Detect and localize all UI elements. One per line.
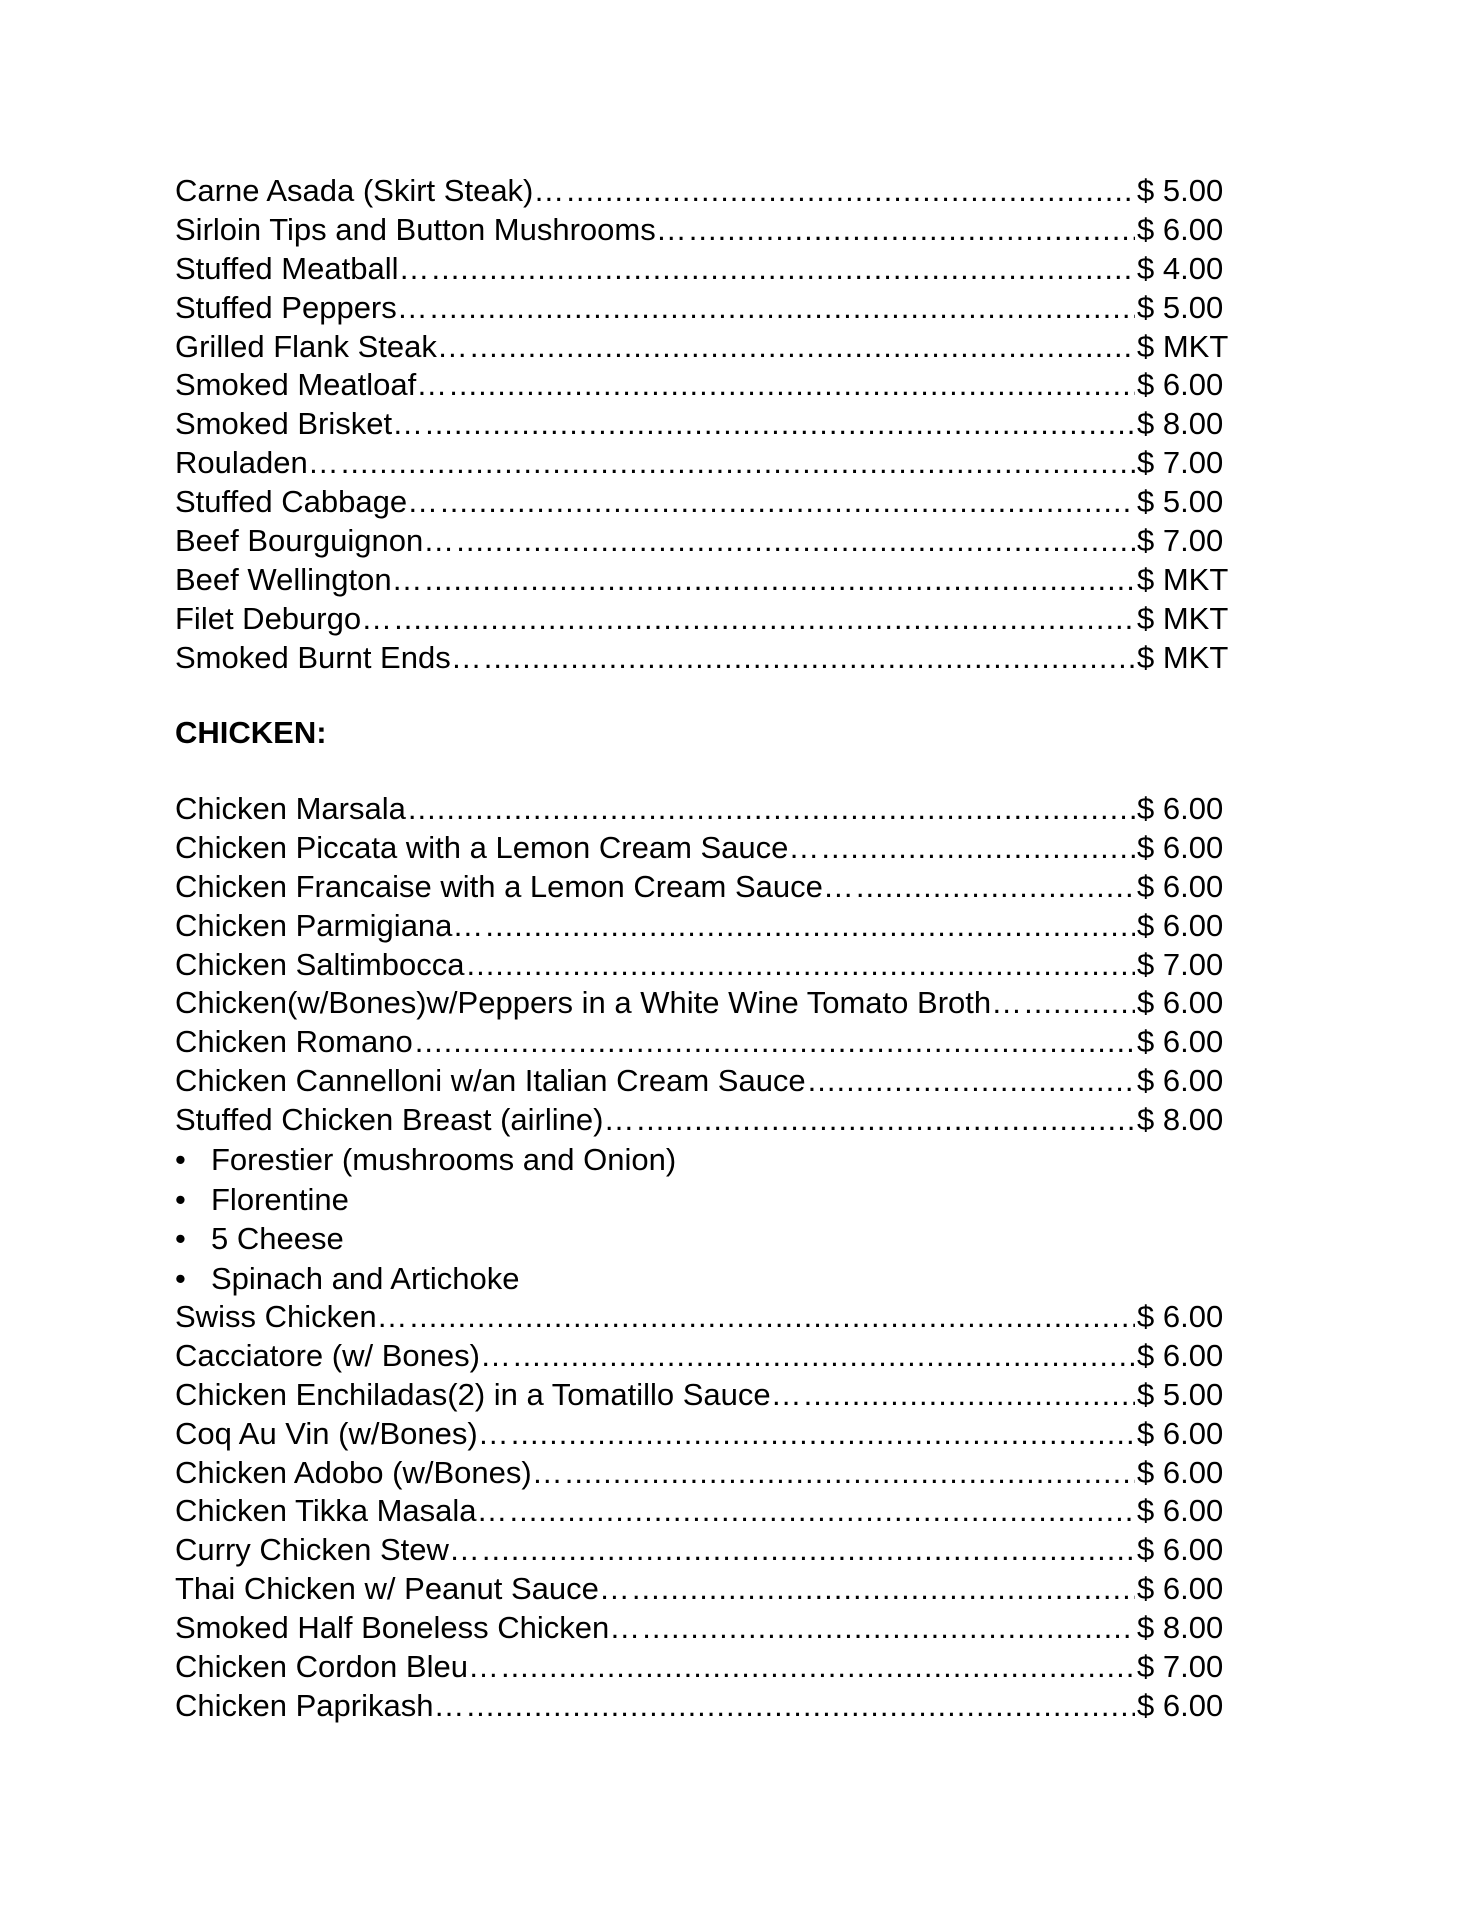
option-item: [175, 1140, 1235, 1180]
menu-item-name: Chicken Marsala: [175, 791, 406, 826]
option-item: [175, 1219, 1235, 1259]
menu-item-name: Chicken Cannelloni w/an Italian Cream Sauce: [175, 1063, 806, 1099]
dot-leader: [566, 172, 1135, 211]
bullet-icon: •: [175, 1260, 186, 1296]
menu-item-price: $ 5.00: [1137, 1376, 1224, 1412]
menu-item-price: $ 6.00: [1137, 1063, 1224, 1099]
menu-item-row: [175, 561, 1235, 600]
menu-item-price: $ 6.00: [1137, 1299, 1224, 1335]
dot-leader: [565, 1454, 1135, 1493]
menu-item-name: Stuffed Cabbage…: [175, 484, 439, 520]
menu-item-row: [175, 1609, 1235, 1648]
menu-item-name: Chicken(w/Bones)w/Peppers in a White Wine Tomato Broth…: [175, 985, 1023, 1021]
menu-item-name: Carne Asada (Skirt Steak)…: [175, 173, 565, 208]
dot-leader: [636, 1101, 1135, 1140]
menu-item-row: [175, 790, 1235, 829]
menu-item-name: Stuffed Meatball…: [175, 250, 430, 286]
menu-item-name: Chicken Tikka Masala…: [175, 1493, 508, 1529]
chicken-section-header: [175, 714, 1235, 752]
dot-leader: [482, 1531, 1135, 1570]
dot-leader: [410, 1298, 1135, 1337]
menu-item-name: Chicken Piccata with a Lemon Cream Sauce…: [175, 829, 820, 865]
option-item: [175, 1259, 1235, 1299]
menu-item-price: $ MKT: [1137, 639, 1229, 675]
menu-item-name: Sirloin Tips and Button Mushrooms…: [175, 211, 687, 247]
menu-item-row: [175, 946, 1235, 985]
menu-item-price: $ 8.00: [1137, 1610, 1224, 1646]
menu-item-row: [175, 1062, 1235, 1101]
menu-item-price: $ 7.00: [1137, 946, 1224, 982]
dot-leader: [808, 1062, 1135, 1101]
menu-item-price: $ 5.00: [1137, 484, 1224, 520]
menu-item-row: [175, 639, 1235, 678]
dot-leader: [470, 328, 1135, 367]
dot-leader: [425, 561, 1135, 600]
menu-item-row: [175, 1023, 1235, 1062]
menu-item-row: [175, 868, 1235, 907]
menu-item-row: [175, 1454, 1235, 1493]
menu-item-row: [175, 1415, 1235, 1454]
menu-item-price: $ 6.00: [1137, 1571, 1224, 1607]
menu-item-row: [175, 366, 1235, 405]
dot-leader: [425, 405, 1135, 444]
menu-item-name: Chicken Parmigiana…: [175, 907, 484, 943]
chicken-menu-list: [175, 790, 1235, 1726]
menu-item-price: $ 7.00: [1137, 1649, 1224, 1685]
menu-item-name: Chicken Francaise with a Lemon Cream Sauce…: [175, 868, 854, 904]
menu-item-price: $ 6.00: [1137, 1415, 1224, 1451]
menu-item-name: Cacciatore (w/ Bones)…: [175, 1337, 511, 1373]
dot-leader: [513, 1337, 1135, 1376]
dot-leader: [466, 1687, 1135, 1726]
menu-item-name: Smoked Meatloaf…: [175, 367, 448, 403]
menu-item-price: $ 6.00: [1137, 211, 1224, 247]
menu-item-name: Beef Bourguignon…: [175, 523, 455, 559]
dot-leader: [1024, 984, 1135, 1023]
menu-item-price: $ 6.00: [1137, 1532, 1224, 1568]
menu-item-row: [175, 172, 1235, 211]
dot-leader: [689, 211, 1135, 250]
menu-item-row: [175, 1337, 1235, 1376]
menu-item-name: Rouladen…: [175, 445, 339, 481]
menu-item-row: [175, 984, 1235, 1023]
menu-item-price: $ 6.00: [1137, 1454, 1224, 1490]
menu-item-price: $ MKT: [1137, 561, 1229, 597]
bullet-icon: •: [175, 1142, 186, 1178]
dot-leader: [501, 1648, 1135, 1687]
menu-item-row: [175, 483, 1235, 522]
stuffed-chicken-options: [175, 1140, 1235, 1298]
menu-item-price: $ MKT: [1137, 600, 1229, 636]
dot-leader: [485, 907, 1135, 946]
menu-item-price: $ 6.00: [1137, 985, 1224, 1021]
menu-item-name: Swiss Chicken…: [175, 1299, 408, 1335]
menu-item-row: [175, 907, 1235, 946]
menu-item-name: Smoked Burnt Ends…: [175, 639, 482, 675]
menu-item-name: Beef Wellington…: [175, 561, 423, 597]
option-label: Spinach and Artichoke: [211, 1260, 520, 1296]
option-label: Florentine: [211, 1181, 349, 1217]
menu-item-row: [175, 829, 1235, 868]
dot-leader: [440, 483, 1135, 522]
section-heading: CHICKEN:: [175, 715, 327, 750]
menu-item-name: Chicken Paprikash…: [175, 1687, 465, 1723]
menu-item-row: [175, 1687, 1235, 1726]
menu-item-price: $ 5.00: [1137, 173, 1224, 208]
menu-item-name: Chicken Enchiladas(2) in a Tomatillo Sauce…: [175, 1376, 802, 1412]
menu-item-row: [175, 289, 1235, 328]
menu-item-row: [175, 1492, 1235, 1531]
menu-item-price: $ 7.00: [1137, 523, 1224, 559]
menu-item-row: [175, 1570, 1235, 1609]
menu-item-name: Thai Chicken w/ Peanut Sauce…: [175, 1571, 630, 1607]
menu-item-price: $ MKT: [1137, 328, 1229, 364]
menu-item-price: $ 6.00: [1137, 1687, 1224, 1723]
menu-item-price: $ 8.00: [1137, 1102, 1224, 1138]
menu-item-row: [175, 444, 1235, 483]
menu-item-price: $ 4.00: [1137, 250, 1224, 286]
menu-item-price: $ 6.00: [1137, 791, 1224, 826]
dot-leader: [430, 289, 1135, 328]
menu-item-price: $ 6.00: [1137, 907, 1224, 943]
dot-leader: [632, 1570, 1135, 1609]
menu-item-name: Chicken Romano: [175, 1024, 413, 1060]
menu-item-name: Grilled Flank Steak…: [175, 328, 468, 364]
option-label: Forestier (mushrooms and Onion): [211, 1142, 677, 1178]
menu-item-row: [175, 1648, 1235, 1687]
menu-item-name: Stuffed Peppers…: [175, 289, 428, 325]
menu-item-row: [175, 328, 1235, 367]
dot-leader: [341, 444, 1135, 483]
menu-item-name: Smoked Brisket…: [175, 406, 424, 442]
dot-leader: [510, 1492, 1135, 1531]
dot-leader: [456, 522, 1135, 561]
menu-item-price: $ 6.00: [1137, 868, 1224, 904]
menu-item-row: [175, 405, 1235, 444]
beef-menu-list: [175, 172, 1235, 678]
dot-leader: [394, 600, 1135, 639]
menu-item-name: Chicken Saltimbocca: [175, 946, 465, 982]
dot-leader: [466, 946, 1135, 985]
menu-item-name: Chicken Adobo (w/Bones)…: [175, 1454, 563, 1490]
menu-item-price: $ 5.00: [1137, 289, 1224, 325]
dot-leader: [804, 1376, 1135, 1415]
menu-item-price: $ 6.00: [1137, 829, 1224, 865]
menu-item-name: Coq Au Vin (w/Bones)…: [175, 1415, 509, 1451]
menu-item-row: [175, 1101, 1235, 1140]
menu-item-name: Stuffed Chicken Breast (airline)…: [175, 1102, 635, 1138]
option-item: [175, 1180, 1235, 1220]
menu-item-row: [175, 1531, 1235, 1570]
menu-item-price: $ 8.00: [1137, 406, 1224, 442]
menu-item-name: Chicken Cordon Bleu…: [175, 1649, 499, 1685]
dot-leader: [431, 250, 1135, 289]
menu-item-row: [175, 211, 1235, 250]
dot-leader: [642, 1609, 1135, 1648]
option-label: 5 Cheese: [211, 1221, 344, 1257]
menu-item-price: $ 7.00: [1137, 445, 1224, 481]
menu-item-row: [175, 600, 1235, 639]
menu-item-price: $ 6.00: [1137, 1337, 1224, 1373]
dot-leader: [821, 829, 1135, 868]
menu-item-price: $ 6.00: [1137, 1493, 1224, 1529]
menu-item-name: Filet Deburgo…: [175, 600, 393, 636]
dot-leader: [511, 1415, 1135, 1454]
menu-item-row: [175, 522, 1235, 561]
menu-item-price: $ 6.00: [1137, 1024, 1224, 1060]
dot-leader: [484, 639, 1135, 678]
menu-item-price: $ 6.00: [1137, 367, 1224, 403]
menu-item-row: [175, 250, 1235, 289]
menu-item-name: Curry Chicken Stew…: [175, 1532, 480, 1568]
menu-item-row: [175, 1298, 1235, 1337]
dot-leader: [408, 790, 1135, 829]
bullet-icon: •: [175, 1221, 186, 1257]
dot-leader: [856, 868, 1135, 907]
menu-item-row: [175, 1376, 1235, 1415]
dot-leader: [415, 1023, 1135, 1062]
bullet-icon: •: [175, 1181, 186, 1217]
menu-item-name: Smoked Half Boneless Chicken…: [175, 1610, 641, 1646]
dot-leader: [449, 366, 1135, 405]
